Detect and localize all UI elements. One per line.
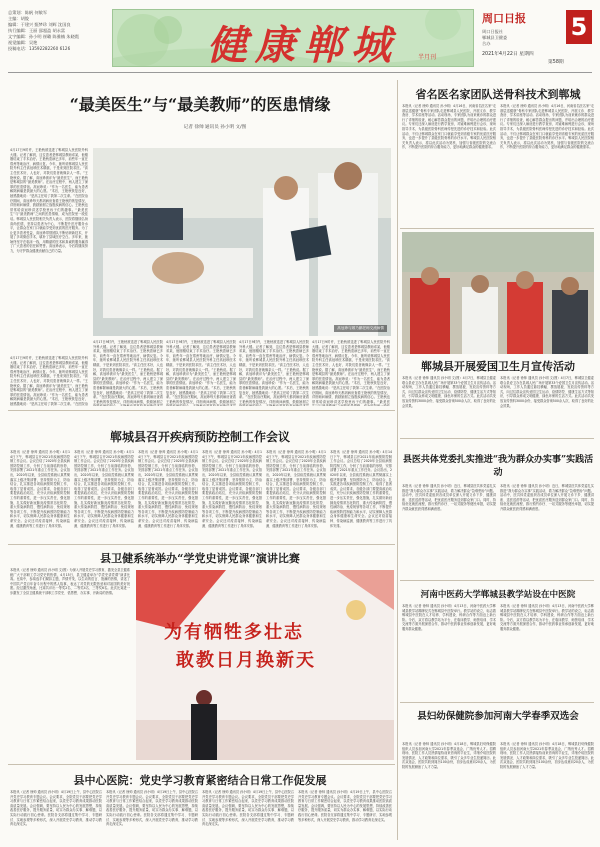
page-info-line: 文字编辑：孙小明 崔璐 陈雅楠 朱晓霞 bbox=[8, 34, 79, 39]
article-body-a1-col5: 4月17日9时许，王艳秋被送进了郸城县人民医院外科大楼。记者了解到，这位患者是郸城县教师邓某，他刚刚结束了手术治疗。王艳秋患病已多年，前些年一直在郑州等地治疗，病情反复。今年，她听说郸城县人民医院外科主任高冠珍医术精湛，于是来到医院求医。“高主任医术好，人也好，对我们患者就像亲人一样。”王艳秋说。据了解，高冠珍被评为“最美医生”，而王艳秋是郸城县的“最美教师”。在治疗过程中，两人建立了深厚的医患情谊。高冠珍说：“作为一名医生，能为患者解除病痛是我最大的心愿。”术后，王艳秋恢复良好，她感激地说：“是高主任给了我第二次生命。”在医院治疗期间，高冠珍每天都到病房查看王艳秋的恢复情况，详细询问病情，鼓励她树立战胜疾病的信心。王艳秋也常常给高冠珍讲述学校里孩子们的趣事。“最美医 bbox=[312, 340, 390, 404]
page-info-line: 主编：胡俊 bbox=[8, 16, 29, 21]
article-photo-a5 bbox=[136, 570, 394, 760]
section-divider bbox=[400, 228, 594, 229]
article-title-a9: 县中心医院：党史学习教育紧密结合日常工作促发展 bbox=[73, 774, 327, 787]
article-body-a3-col2: 本报讯（记者 徐帅 通讯员 孙小明 文/图）4月7日，郸城县卫健委联合县爱卫办在县城人民广场开展第33个爱国卫生月宣传活动。活动现场，工作人员通过悬挂横幅、摆放展板、发放宣传资料等方式，向过往群众宣传爱国卫生运动、疫情防控、健康生活方式等知识，引导群众养成文明健康、绿色环保的生活方式。此次活动共发放宣传资料3000余份，接受群众咨询500余人次，取得了良好的社会效果。 bbox=[500, 376, 594, 408]
article-body-a1-col4: 4月17日9时许，王艳秋被送进了郸城县人民医院外科大楼。记者了解到，这位患者是郸城县教师邓某，他刚刚结束了手术治疗。王艳秋患病已多年，前些年一直在郑州等地治疗，病情反复。今年，她听说郸城县人民医院外科主任高冠珍医术精湛，于是来到医院求医。“高主任医术好，人也好，对我们患者就像亲人一样。”王艳秋说。据了解，高冠珍被评为“最美医生”，而王艳秋是郸城县的“最美教师”。在治疗过程中，两人建立了深厚的医患情谊。高冠珍说：“作为一名医生，能为患者解除病痛是我最大的心愿。”术后，王艳秋恢复良好，她感激地说：“是高主任给了我第二次生命。”在医院治疗期间，高冠珍每天都到病房查看王艳秋的恢复情况，详细询问病情，鼓励她树立 bbox=[239, 340, 309, 404]
section-divider bbox=[400, 438, 594, 439]
article-body-a1-col1: 4月17日9时许，王艳秋被送进了郸城县人民医院外科大楼。记者了解到，这位患者是郸城县教师邓某，他刚刚结束了手术治疗。王艳秋患病已多年，前些年一直在郑州等地治疗，病情反复。今年，她听说郸城县人民医院外科主任高冠珍医术精湛，于是来到医院求医。“高主任医术好，人也好，对我们患者就像亲人一样。”王艳秋说。据了解，高冠珍被评为“最美医生”，而王艳秋是郸城县的“最美教师”。在治疗过程中，两人建立了深厚的医患情谊。高冠珍说：“作为一名医生，能为患者解除病痛是我最大的心愿。”术后，王艳秋恢复良好，她感激地说：“是高主任给了我第二次生命。”在医院治疗期间，高冠珍每天都到病房查看王艳秋的恢复情况，详细询问病情，鼓励她树立战胜疾病的信心。王艳秋也常常给高冠珍讲述学校里孩子们的趣事。“最美医生”与“最美教师”之间的医患情缘，成为医院里一段佳话。郸城县人民医院相关负责人表示，医院将继续弘扬高尚医德，坚持以患者为中心，不断提升医疗服务水平，让群众在家门口就能享受到优质的医疗服务。为了让更多患者受益，高冠珍带领团队不断钻研新技术，开展了多项微创手术，填补了县域医疗空白。多年来，她始终坚守在临床一线，用精湛的医术和真诚的服务赢得了广大患者的信任和赞誉。高冠珍表示，今后将继续努力，为守护群众健康贡献自己的力量。 bbox=[10, 148, 88, 254]
page-info-line: 总策划：陈帆 何敏军 bbox=[8, 10, 48, 15]
hospital-scene-image bbox=[93, 148, 391, 336]
article-body-a1-col1b: 4月17日9时许，王艳秋被送进了郸城县人民医院外科大楼。记者了解到，这位患者是郸城县教师邓某，他刚刚结束了手术治疗。王艳秋患病已多年，前些年一直在郑州等地治疗，病情反复。今年，她听说郸城县人民医院外科主任高冠珍医术精湛，于是来到医院求医。“高主任医术好，人也好，对我们患者就像亲人一样。”王艳秋说。据了解，高冠珍被评为“最美医生”，而王艳秋是郸城县的“最美教师”。在治疗过程中，两人建立了深厚的医患情谊。高冠珍说：“作为一名医生，能为患者解除病痛是我最大的心愿。”术后，王艳秋恢复良好，她感激地说：“是高主任给了我第二次生命。”在医院治 bbox=[10, 356, 88, 406]
page-info-line: 编辑：于建兴 甄梦珍 刘辉 沈国良 bbox=[8, 22, 71, 27]
article-body-a8-col2: 本报讯（记者 徐帅 通讯员 孙小明）4月18日，郸城县妇幼保健院组织人员参加河南大学2021年春季双选会，广纳优秀人才。招聘现场，医院工作人员热情接待前来咨询的毕业生，详细介绍医院的发展情况、人才政策和岗位需求，吸引了众多毕业生投递简历。此次双选会，医院共收到简历100余份，初步达成意向20余人，为医院的发展储备了人才力量。 bbox=[500, 742, 594, 769]
article-title-a2: 省名医名家团队送骨科技术到郸城 bbox=[415, 88, 581, 101]
article-title-a5: 县卫健系统举办“学党史讲党课”演讲比赛 bbox=[100, 552, 300, 565]
article-body-a2-col1: 本报讯（记者 徐帅 通讯员 孙小明）4月16日，河南省名医名家“走基层送健康”骨科专家团队走进郸城县人民医院，开展义诊、教学查房、学术讲座等活动。活动现场，专家团队为前来就诊的群众进行了详细的检查，耐心解答群众提出的问题，并给出合理的治疗建议。专家们还深入病房进行教学查房，对疑难病例进行会诊，现场指导手术，为县级医院骨科医师传授先进的诊疗技术和经验。此次活动，不仅让郸城群众在家门口就能享受到省级专家的优质医疗服务，也进一步提升了县级医院骨科的诊疗水平。郸城县人民医院相关负责人表示，将以此次活动为契机，加强与省级医院的交流合作，不断提升医院的综合服务能力，更好地满足群众的健康需求。 bbox=[402, 104, 496, 150]
article-body-a5: 本报讯（记者 徐帅 通讯员 孙小明 文/图）为深入开展党史学习教育，激发全县卫健系统广大干部职工学习党史的热情，4月15日，县卫健委举办“学党史讲党课”演讲比赛。比赛中，参赛选手们紧扣主题，声情并茂，以生动的语言、饱满的热情，讲述了中国共产党百年奋斗历程中的感人故事，表达了对党的无限热爱和对祖国的美好祝愿。经过激烈角逐，比赛共评出一等奖2名、二等奖4名、三等奖6名。此次比赛进一步激发了全县卫健系统干部职工学党史、悟思想、办实事、开新局的热情。 bbox=[10, 568, 130, 595]
article-body-a8-col1: 本报讯（记者 徐帅 通讯员 孙小明）4月18日，郸城县妇幼保健院组织人员参加河南大学2021年春季双选会，广纳优秀人才。招聘现场，医院工作人员热情接待前来咨询的毕业生，详细介绍医院的发展情况、人才政策和岗位需求，吸引了众多毕业生投递简历。此次双选会，医院共收到简历100余份，初步达成意向20余人，为医院的发展储备了人才力量。 bbox=[402, 742, 496, 769]
article-title-a8: 县妇幼保健院参加河南大学春季双选会 bbox=[417, 711, 579, 722]
masthead-banner bbox=[112, 9, 474, 67]
article-body-a9-col2: 本报讯（记者 徐帅 通讯员 孙小明）4月19日上午，县中心医院召开党史学习教育专题会议。会议要求，全院党员干部要把党史学习教育与日常工作紧密结合起来，以党史学习教育成果推动医院高质量发展。会议强调，要坚持以人民为中心的发展思想，持续改善医疗服务，提升服务质量，切实为群众办实事、解难题，以实际行动践行初心使命。医院各支部将通过集中学习、专题研讨、实地参观等多种形式，深入开展党史学习教育，推动学习教育走深走实。 bbox=[106, 790, 198, 827]
article-body-a1-col2: 4月17日9时许，王艳秋被送进了郸城县人民医院外科大楼。记者了解到，这位患者是郸城县教师邓某，他刚刚结束了手术治疗。王艳秋患病已多年，前些年一直在郑州等地治疗，病情反复。今年，她听说郸城县人民医院外科主任高冠珍医术精湛，于是来到医院求医。“高主任医术好，人也好，对我们患者就像亲人一样。”王艳秋说。据了解，高冠珍被评为“最美医生”，而王艳秋是郸城县的“最美教师”。在治疗过程中，两人建立了深厚的医患情谊。高冠珍说：“作为一名医生，能为患者解除病痛是我最大的心愿。”术后，王艳秋恢复良好，她感激地说：“是高主任给了我第二次生命。”在医院治疗期间，高冠珍每天都到病房查看王艳秋的恢复情况，详细询问病情，鼓励她树立 bbox=[93, 340, 163, 404]
article-byline-a1: 记者 徐帅 通讯员 孙小明 文/图 bbox=[183, 125, 247, 130]
article-body-a9-col3: 本报讯（记者 徐帅 通讯员 孙小明）4月19日上午，县中心医院召开党史学习教育专题会议。会议要求，全院党员干部要把党史学习教育与日常工作紧密结合起来，以党史学习教育成果推动医院高质量发展。会议强调，要坚持以人民为中心的发展思想，持续改善医疗服务，提升服务质量，切实为群众办实事、解难题，以实际行动践行初心使命。医院各支部将通过集中学习、专题研讨、实地参观等多种形式，深入开展党史学习教育，推动学习教育走深走实。 bbox=[202, 790, 294, 827]
page-number-badge: 5 bbox=[566, 10, 592, 44]
article-body-a1-col3: 4月17日9时许，王艳秋被送进了郸城县人民医院外科大楼。记者了解到，这位患者是郸城县教师邓某，他刚刚结束了手术治疗。王艳秋患病已多年，前些年一直在郑州等地治疗，病情反复。今年，她听说郸城县人民医院外科主任高冠珍医术精湛，于是来到医院求医。“高主任医术好，人也好，对我们患者就像亲人一样。”王艳秋说。据了解，高冠珍被评为“最美医生”，而王艳秋是郸城县的“最美教师”。在治疗过程中，两人建立了深厚的医患情谊。高冠珍说：“作为一名医生，能为患者解除病痛是我最大的心愿。”术后，王艳秋恢复良好，她感激地说：“是高主任给了我第二次生命。”在医院治疗期间，高冠珍每天都到病房查看王艳秋的恢复情况，详细询问病情，鼓励她树立 bbox=[166, 340, 236, 404]
section-divider bbox=[8, 410, 395, 411]
paper-name: 周口日报 bbox=[482, 12, 526, 25]
paper-line: 周口日报社 bbox=[482, 29, 503, 34]
article-body-a9-col1: 本报讯（记者 徐帅 通讯员 孙小明）4月19日上午，县中心医院召开党史学习教育专题会议。会议要求，全院党员干部要把党史学习教育与日常工作紧密结合起来，以党史学习教育成果推动医院高质量发展。会议强调，要坚持以人民为中心的发展思想，持续改善医疗服务，提升服务质量，切实为群众办实事、解难题，以实际行动践行初心使命。医院各支部将通过集中学习、专题研讨、实地参观等多种形式，深入开展党史学习教育，推动学习教育走深走实。 bbox=[10, 790, 102, 827]
column-divider bbox=[397, 80, 398, 840]
article-body-a7-col2: 本报讯（记者 徐帅 通讯员 孙小明）4月13日，河南中医药大学郸城县教学站揭牌仪式在郸城县中医院举行。教学站的设立，标志着郸城县中医院在人才培养、学科建设、科研合作等方面迈上新台阶。今后，双方将以教学站为平台，在临床教学、师资培训、学术交流等方面开展深度合作，推动中医药事业传承创新发展，更好地服务群众健康。 bbox=[500, 604, 594, 631]
article-body-a6-col1: 本报讯（记者 徐帅 通讯员 孙小明）近日，郸城县医共体党委扎实推进“我为群众办实事”实践活动，着力解决群众“急难愁盼”问题。活动中，医共体党委组织各成员单位深入开展义诊下乡、健康讲座、送医送药等活动，把优质医疗服务送到群众家门口。同时，持续优化就医流程，推行预约诊疗、一站式服务等便民举措，切实提升群众就医获得感和满意度。 bbox=[402, 484, 496, 511]
article-body-a4-col4: 本报讯（记者 徐帅 通讯员 孙小明）4月14日下午，郸城县召开2021年疾病预防控制工作会议。会议总结了2020年全县疾病预防控制工作，分析了当前面临的形势，安排部署了2021年重点工作任务。会议指出，2020年以来，全县疾控系统认真贯彻落实上级决策部署，坚持预防为主、防治结合，扎实推进各项疾病预防控制工作，取得了显著成效。会议要求，各级各部门要提高政治站位，充分认识疾病预防控制工作的重要性，进一步压实责任，强化措施，扎实做好新冠肺炎疫情常态化防控、重大传染病防控、慢性病防治、免疫规划等各项工作，不断提升疾病预防控制能力和水平，切实保障人民群众身体健康和生命安全。会议还对疫苗接种、传染病监测、健康教育等工作进行了具体安排。 bbox=[202, 450, 262, 528]
article-body-a2-col2: 本报讯（记者 徐帅 通讯员 孙小明）4月16日，河南省名医名家“走基层送健康”骨科专家团队走进郸城县人民医院，开展义诊、教学查房、学术讲座等活动。活动现场，专家团队为前来就诊的群众进行了详细的检查，耐心解答群众提出的问题，并给出合理的治疗建议。专家们还深入病房进行教学查房，对疑难病例进行会诊，现场指导手术，为县级医院骨科医师传授先进的诊疗技术和经验。此次活动，不仅让郸城群众在家门口就能享受到省级专家的优质医疗服务，也进一步提升了县级医院骨科的诊疗水平。郸城县人民医院相关负责人表示，将以此次活动为契机，加强与省级医院的交流合作，不断提升医院的综合服务能力，更好地满足群众的健康需求。 bbox=[500, 104, 594, 150]
article-body-a4-col2: 本报讯（记者 徐帅 通讯员 孙小明）4月14日下午，郸城县召开2021年疾病预防控制工作会议。会议总结了2020年全县疾病预防控制工作，分析了当前面临的形势，安排部署了2021年重点工作任务。会议指出，2020年以来，全县疾控系统认真贯彻落实上级决策部署，坚持预防为主、防治结合，扎实推进各项疾病预防控制工作，取得了显著成效。会议要求，各级各部门要提高政治站位，充分认识疾病预防控制工作的重要性，进一步压实责任，强化措施，扎实做好新冠肺炎疫情常态化防控、重大传染病防控、慢性病防治、免疫规划等各项工作，不断提升疾病预防控制能力和水平，切实保障人民群众身体健康和生命安全。会议还对疫苗接种、传染病监测、健康教育等工作进行了具体安排。 bbox=[74, 450, 134, 528]
article-body-a6-col2: 本报讯（记者 徐帅 通讯员 孙小明）近日，郸城县医共体党委扎实推进“我为群众办实事”实践活动，着力解决群众“急难愁盼”问题。活动中，医共体党委组织各成员单位深入开展义诊下乡、健康讲座、送医送药等活动，把优质医疗服务送到群众家门口。同时，持续优化就医流程，推行预约诊疗、一站式服务等便民举措，切实提升群众就医获得感和满意度。 bbox=[500, 484, 594, 511]
article-photo-a3 bbox=[402, 232, 594, 354]
article-title-a6: 县医共体党委扎实推进“我为群众办实事”实践活动 bbox=[402, 455, 594, 478]
article-photo-a1 bbox=[93, 148, 391, 336]
article-body-a9-col4: 本报讯（记者 徐帅 通讯员 孙小明）4月19日上午，县中心医院召开党史学习教育专题会议。会议要求，全院党员干部要把党史学习教育与日常工作紧密结合起来，以党史学习教育成果推动医院高质量发展。会议强调，要坚持以人民为中心的发展思想，持续改善医疗服务，提升服务质量，切实为群众办实事、解难题，以实际行动践行初心使命。医院各支部将通过集中学习、专题研讨、实地参观等多种形式，深入开展党史学习教育，推动学习教育走深走实。 bbox=[298, 790, 392, 822]
section-divider bbox=[400, 702, 594, 703]
article-body-a7-col1: 本报讯（记者 徐帅 通讯员 孙小明）4月13日，河南中医药大学郸城县教学站揭牌仪式在郸城县中医院举行。教学站的设立，标志着郸城县中医院在人才培养、学科建设、科研合作等方面迈上新台阶。今后，双方将以教学站为平台，在临床教学、师资培训、学术交流等方面开展深度合作，推动中医药事业传承创新发展，更好地服务群众健康。 bbox=[402, 604, 496, 631]
article-body-a4-col1: 本报讯（记者 徐帅 通讯员 孙小明）4月14日下午，郸城县召开2021年疾病预防控制工作会议。会议总结了2020年全县疾病预防控制工作，分析了当前面临的形势，安排部署了2021年重点工作任务。会议指出，2020年以来，全县疾控系统认真贯彻落实上级决策部署，坚持预防为主、防治结合，扎实推进各项疾病预防控制工作，取得了显著成效。会议要求，各级各部门要提高政治站位，充分认识疾病预防控制工作的重要性，进一步压实责任，强化措施，扎实做好新冠肺炎疫情常态化防控、重大传染病防控、慢性病防治、免疫规划等各项工作，不断提升疾病预防控制能力和水平，切实保障人民群众身体健康和生命安全。会议还对疫苗接种、传染病监测、健康教育等工作进行了具体安排。 bbox=[10, 450, 70, 528]
banner-slogan-line1: 为有牺牲多壮志 bbox=[164, 622, 304, 643]
page-info-line: 执行编辑：王丽 邵超盈 胡永富 bbox=[8, 28, 66, 33]
paper-line: 合办 bbox=[482, 41, 491, 46]
issue-date: 2021年4月22日 星期四 bbox=[482, 52, 534, 57]
issue-number: 第58期 bbox=[548, 60, 564, 65]
article-title-a7: 河南中医药大学郸城县教学站设在中医院 bbox=[420, 590, 576, 600]
section-divider bbox=[8, 544, 395, 545]
paper-logo bbox=[482, 10, 562, 47]
masthead-divider bbox=[8, 72, 592, 73]
health-event-image bbox=[402, 232, 594, 354]
page-info-block bbox=[8, 10, 108, 68]
page-info-line: 投稿电话：13592282260 6126 bbox=[8, 46, 71, 51]
section-divider bbox=[400, 580, 594, 581]
article-body-a4-col6: 本报讯（记者 徐帅 通讯员 孙小明）4月14日下午，郸城县召开2021年疾病预防控制工作会议。会议总结了2020年全县疾病预防控制工作，分析了当前面临的形势，安排部署了2021年重点工作任务。会议指出，2020年以来，全县疾控系统认真贯彻落实上级决策部署，坚持预防为主、防治结合，扎实推进各项疾病预防控制工作，取得了显著成效。会议要求，各级各部门要提高政治站位，充分认识疾病预防控制工作的重要性，进一步压实责任，强化措施，扎实做好新冠肺炎疫情常态化防控、重大传染病防控、慢性病防治、免疫规划等各项工作，不断提升疾病预防控制能力和水平，切实保障人民群众身体健康和生命安全。会议还对疫苗接种、传染病监测、健康教育等工作进行了具体安排。 bbox=[330, 450, 392, 528]
article-title-a4: 郸城县召开疾病预防控制工作会议 bbox=[109, 430, 290, 444]
masthead-title: 健康郸城 bbox=[207, 22, 399, 67]
photo-caption-a1: 高冠珍与顾乃鹏老师交流病情 bbox=[334, 325, 387, 332]
paper-line: 郸城县卫健委 bbox=[482, 35, 508, 40]
banner-slogan-line2: 敢教日月换新天 bbox=[176, 650, 316, 671]
article-body-a3-col1: 本报讯（记者 徐帅 通讯员 孙小明 文/图）4月7日，郸城县卫健委联合县爱卫办在县城人民广场开展第33个爱国卫生月宣传活动。活动现场，工作人员通过悬挂横幅、摆放展板、发放宣传资料等方式，向过往群众宣传爱国卫生运动、疫情防控、健康生活方式等知识，引导群众养成文明健康、绿色环保的生活方式。此次活动共发放宣传资料3000余份，接受群众咨询500余人次，取得了良好的社会效果。 bbox=[402, 376, 496, 408]
article-body-a4-col3: 本报讯（记者 徐帅 通讯员 孙小明）4月14日下午，郸城县召开2021年疾病预防控制工作会议。会议总结了2020年全县疾病预防控制工作，分析了当前面临的形势，安排部署了2021年重点工作任务。会议指出，2020年以来，全县疾控系统认真贯彻落实上级决策部署，坚持预防为主、防治结合，扎实推进各项疾病预防控制工作，取得了显著成效。会议要求，各级各部门要提高政治站位，充分认识疾病预防控制工作的重要性，进一步压实责任，强化措施，扎实做好新冠肺炎疫情常态化防控、重大传染病防控、慢性病防治、免疫规划等各项工作，不断提升疾病预防控制能力和水平，切实保障人民群众身体健康和生命安全。会议还对疫苗接种、传染病监测、健康教育等工作进行了具体安排。 bbox=[138, 450, 198, 528]
article-body-a4-col5: 本报讯（记者 徐帅 通讯员 孙小明）4月14日下午，郸城县召开2021年疾病预防控制工作会议。会议总结了2020年全县疾病预防控制工作，分析了当前面临的形势，安排部署了2021年重点工作任务。会议指出，2020年以来，全县疾控系统认真贯彻落实上级决策部署，坚持预防为主、防治结合，扎实推进各项疾病预防控制工作，取得了显著成效。会议要求，各级各部门要提高政治站位，充分认识疾病预防控制工作的重要性，进一步压实责任，强化措施，扎实做好新冠肺炎疫情常态化防控、重大传染病防控、慢性病防治、免疫规划等各项工作，不断提升疾病预防控制能力和水平，切实保障人民群众身体健康和生命安全。会议还对疫苗接种、传染病监测、健康教育等工作进行了具体安排。 bbox=[266, 450, 326, 528]
article-title-a1: “最美医生”与“最美教师”的医患情缘 bbox=[69, 95, 331, 114]
masthead-subtitle: 半月刊 bbox=[418, 54, 437, 61]
article-title-a3: 郸城县开展爱国卫生月宣传活动 bbox=[421, 360, 575, 373]
page-info-line: 视觉编辑：吴艳 bbox=[8, 40, 38, 45]
section-divider bbox=[8, 764, 395, 765]
